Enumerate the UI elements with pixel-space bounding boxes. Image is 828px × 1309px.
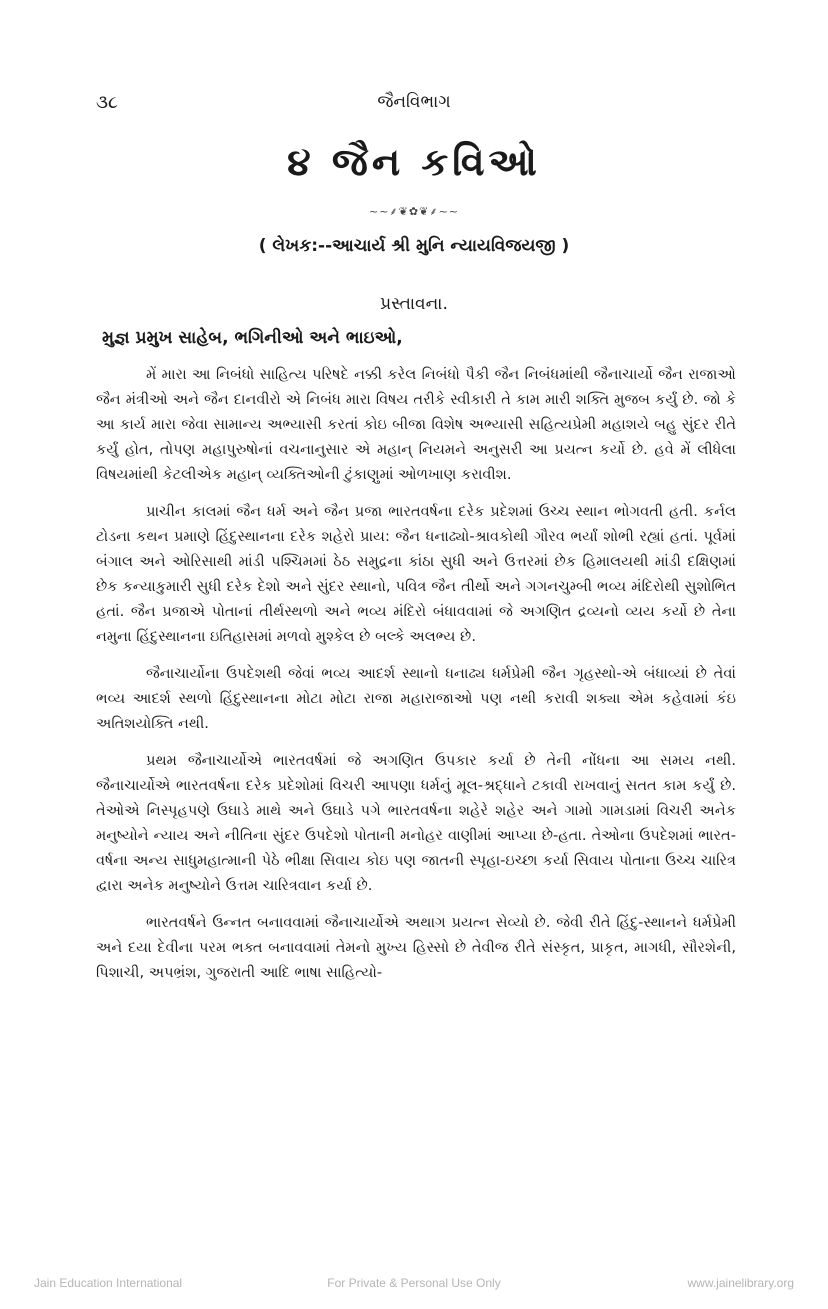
author-byline: ( લેખક:--આચાર્ય શ્રી મુનિ ન્યાયવિજયજી ) <box>258 236 570 256</box>
paragraph: ભારતવર્ષને ઉન્નત બનાવવામાં જૈનાચાર્યોએ અથાગ પ્રયત્ન સેવ્યો છે. જેવી રીતે હિંદુ-સ્થાનને ધર્મપ્રેમી અને દયા દેવીના પરમ ભક્ત બનાવવામાં તેમનો મુખ્ય હિસ્સો છે તેવીજ રીતે સંસ્કૃત, પ્રાકૃત, માગધી, સૌરશેની, પિશાચી, અપભ્રંશ, ગુજરાતી આદિ ભાષા સાહિત્યો- <box>96 914 736 981</box>
footer-website-link[interactable]: www.jainelibrary.org <box>687 1276 794 1290</box>
paragraph: મેં મારા આ નિબંધો સાહિત્ય પરિષદે નક્કી કરેલ નિબંધો પૈકી જૈન નિબંધમાંથી જૈનાચાર્યો જૈન રાજાઓ જૈન મંત્રીઓ અને જૈન દાનવીરો એ નિબંધ મારા વિષય તરીકે સ્વીકારી તે કામ મારી શક્તિ મુજબ કર્યું છે. જો કે આ કાર્ય મારા જેવા સામાન્ય અભ્યાસી કરતાં કોઇ બીજા વિશેષ અભ્યાસી સહિત્યપ્રેમી મહાશયે બહુ સુંદર રીતે કર્યું હોત, તોપણ મહાપુરુષોનાં વચનાનુસાર એ મહાન્ નિયમને અનુસરી આ પ્રયત્ન કર્યો છે. હવે મેં લીધેલા વિષયમાંથી કેટલીએક મહાન્ વ્યક્તિઓની ટુંકાણુમાં ઓળખાણ કરાવીશ. <box>96 366 736 483</box>
footer-publisher: Jain Education International <box>34 1276 183 1290</box>
chapter-title: ૪ જૈન કવિઓ <box>287 140 541 184</box>
ornament-divider: ~~⸙❦✿❦⸙~~ <box>368 205 460 218</box>
paragraph: પ્રાચીન કાલમાં જૈન ધર્મ અને જૈન પ્રજા ભારતવર્ષના દરેક પ્રદેશમાં ઉચ્ચ સ્થાન ભોગવતી હતી. કર્નલ ટોડના કથન પ્રમાણે હિંદુસ્થાનના દરેક શહેરો પ્રાય: જૈન ધનાઢ્યો-શ્રાવકોથી ગૌરવ ભર્યાં શોભી રહ્યાં હતાં. પૂર્વમાં બંગાલ અને ઓરિસાથી માંડી પશ્ચિમમાં ઠેઠ સમુદ્રના કાંઠા સુધી અને ઉત્તરમાં છેક હિમાલયથી માંડી દક્ષિણમાં છેક કન્યાકુમારી સુધી દરેક દેશો અને સુંદર સ્થાનો, પવિત્ર જૈન તીર્થો અને ગગનચુમ્બી ભવ્ય મંદિરોથી સુશોભિત હતાં. જૈન પ્રજાએ પોતાનાં તીર્થસ્થળો અને ભવ્ય મંદિરો બંધાવવામાં જે અગણિત દ્રવ્યનો વ્યય કર્યો છે તેના નમુના હિંદુસ્થાનના ઇતિહાસમાં મળવો મુશ્કેલ છે બલ્કે અલભ્ય છે. <box>96 503 736 645</box>
preface-heading: પ્રસ્તાવના. <box>380 294 448 314</box>
salutation: મુજ્ઞ પ્રમુખ સાહેબ, ભગિનીઓ અને ભાઇઓ, <box>102 328 403 348</box>
body-text <box>96 362 736 997</box>
running-head: જૈનવિભાગ <box>377 92 451 112</box>
paragraph: જૈનાચાર્યોના ઉપદેશથી જેવાં ભવ્ય આદર્શ સ્થાનો ધનાઢ્ય ધર્મપ્રેમી જૈન ગૃહસ્થો-એ બંધાવ્યાં છે તેવાં ભવ્ય આદર્શ સ્થળો હિંદુસ્થાનના મોટા મોટા રાજા મહારાજાઓ પણ નથી કરાવી શક્યા એમ કહેવામાં કંઇ અતિશયોક્તિ નથી. <box>96 665 736 732</box>
footer-usage-note: For Private & Personal Use Only <box>327 1276 501 1290</box>
paragraph: પ્રથમ જૈનાચાર્યોએ ભારતવર્ષમાં જે અગણિત ઉપકાર કર્યા છે તેની નોંધના આ સમય નથી. જૈનાચાર્યોએ ભારતવર્ષના દરેક પ્રદેશોમાં વિચરી આપણા ધર્મનું મૂલ-શ્રદ્ધાને ટકાવી રાખવાનું સતત કામ કર્યું છે. તેઓએ નિસ્પૃહપણે ઉઘાડે માથે અને ઉઘાડે પગે ભારતવર્ષના શહેરે શહેર અને ગામો ગામડામાં વિચરી અનેક મનુષ્યોને ન્યાય અને નીતિના સુંદર ઉપદેશો પોતાની મનોહર વાણીમાં આપ્યા છે-હતા. તેઓના ઉપદેશમાં ભારત-વર્ષના અન્ય સાધુમહાત્માની પેઠે ભીક્ષા સિવાય કોઇ પણ જાતની સ્પૃહા-ઇચ્છા કર્યા સિવાય પોતાના ઉચ્ચ ચારિત્ર દ્વારા અનેક મનુષ્યોને ઉત્તમ ચારિત્રવાન કર્યા છે. <box>96 752 736 894</box>
page-number: ૩૮ <box>96 92 118 113</box>
